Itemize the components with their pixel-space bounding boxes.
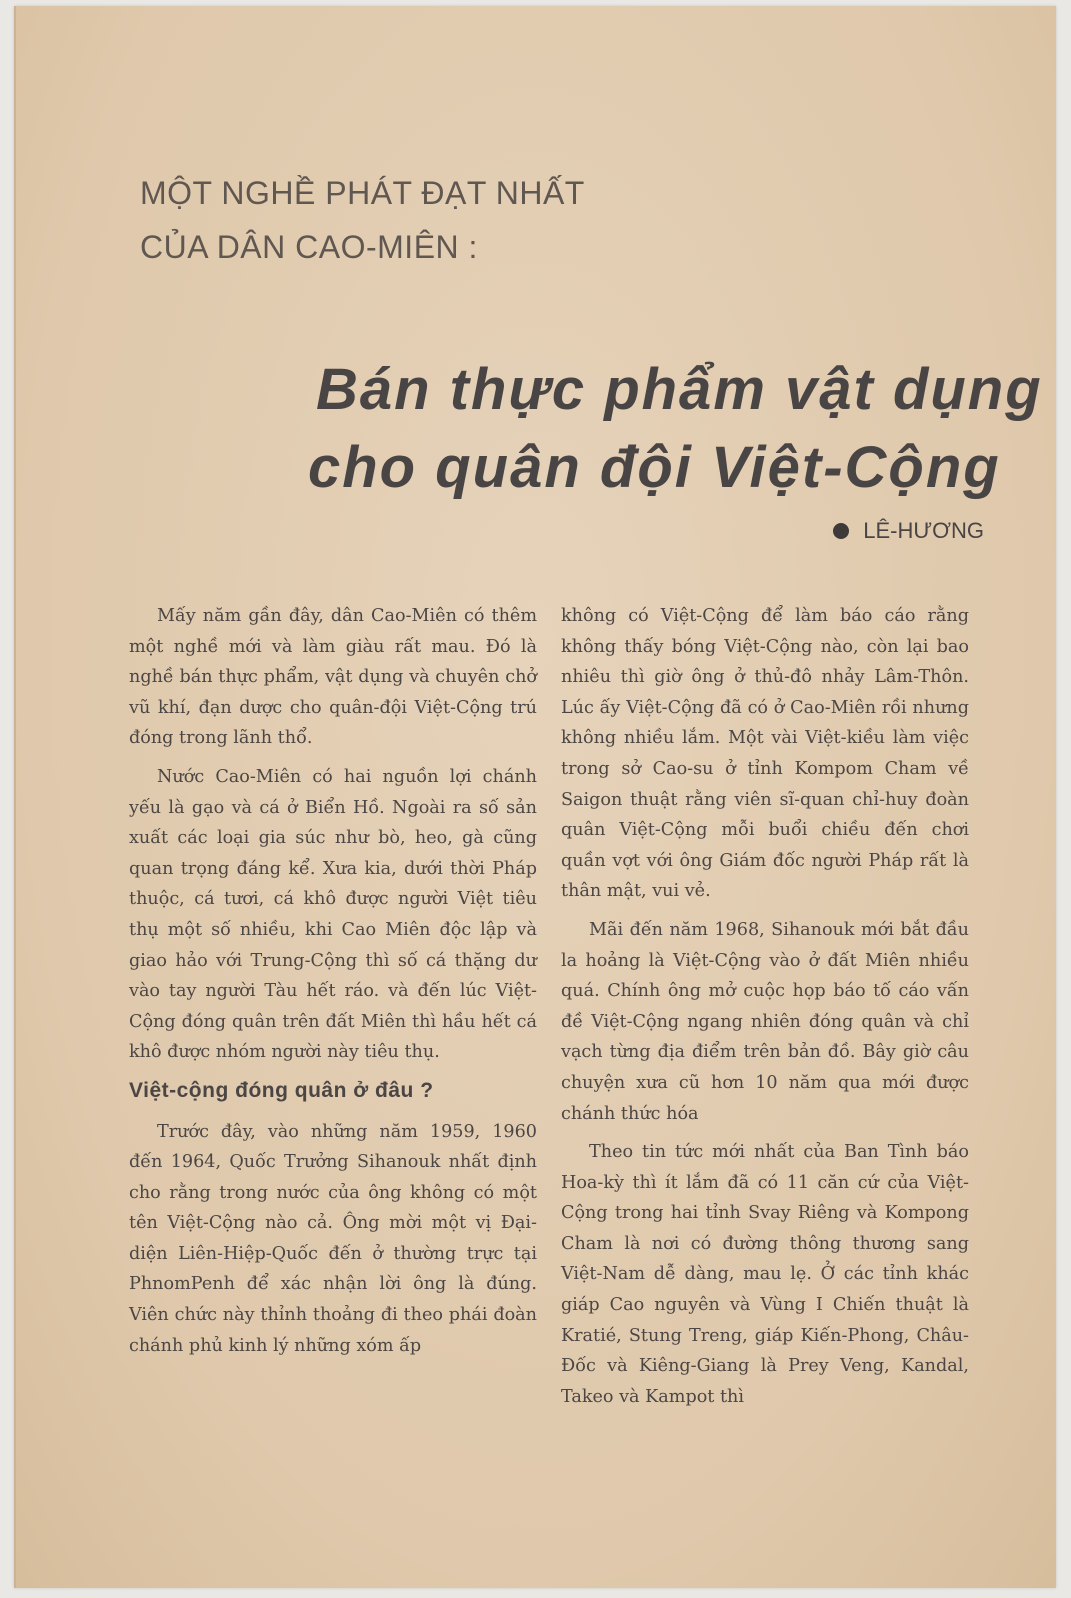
headline-line-2: cho quân đội Việt-Cộng [308, 435, 1001, 500]
section-heading: Việt-cộng đóng quân ở đâu ? [129, 1078, 434, 1102]
paragraph-1: Mấy năm gần đây, dân Cao-Miên có thêm một nghề mới và làm giàu rất mau. Đó là nghề bán thực phẩm, vật dụng và chuyên chở vũ khí, đạn dược cho quân-đội Việt-Cộng trú đóng trong lãnh thổ. [129, 606, 537, 749]
paragraph-3: Trước đây, vào những năm 1959, 1960 đến 1964, Quốc Trưởng Sihanouk nhất định cho rằng trong nước của ông không có một tên Việt-Cộng nào cả. Ông mời một vị Đại-diện Liên-Hiệp-Quốc đến ở thường trực tại PhnomPenh để xác nhận lời ông là đúng. Viên chức này thỉnh thoảng đi theo phái đoàn chánh phủ kinh lý những xóm ấp [129, 1121, 537, 1356]
column-right [561, 601, 969, 1420]
byline [833, 518, 984, 544]
magazine-page [14, 6, 1056, 1588]
kicker-line-2: CỦA DÂN CAO-MIÊN : [140, 229, 478, 265]
paragraph-6: Theo tin tức mới nhất của Ban Tình báo Hoa-kỳ thì ít lắm đã có 11 căn cứ của Việt-Cộng trong hai tỉnh Svay Riêng và Kompong Cham là nơi có đường thông thương sang Việt-Nam dễ dàng, mau lẹ. Ở các tỉnh khác giáp Cao nguyên và Vùng I Chiến thuật là Kratié, Stung Treng, giáp Kiến-Phong, Châu-Đốc và Kiêng-Giang là Prey Veng, Kandal, Takeo và Kampot thì [561, 1142, 969, 1407]
bullet-icon [833, 523, 849, 539]
kicker-line-1: MỘT NGHỀ PHÁT ĐẠT NHẤT [140, 175, 585, 211]
paragraph-5: Mãi đến năm 1968, Sihanouk mới bắt đầu la hoảng là Việt-Cộng vào ở đất Miên nhiều quá. Chính ông mở cuộc họp báo tố cáo vấn đề Việt-Cộng ngang nhiên đóng quân và chỉ vạch từng địa điểm trên bản đồ. Bây giờ câu chuyện xưa cũ hơn 10 năm qua mới được chánh thức hóa [561, 919, 969, 1124]
column-left [129, 601, 537, 1369]
headline-line-1: Bán thực phẩm vật dụng [316, 357, 1043, 422]
paragraph-4: không có Việt-Cộng để làm báo cáo rằng không thấy bóng Việt-Cộng nào, còn lại bao nhiêu thì giờ ông ở thủ-đô nhảy Lâm-Thôn. Lúc ấy Việt-Cộng đã có ở Cao-Miên rồi nhưng không nhiều lắm. Một vài Việt-kiều làm việc trong sở Cao-su ở tỉnh Kompom Cham về Saigon thuật rằng viên sĩ-quan chỉ-huy đoàn quân Việt-Cộng mỗi buổi chiều đến chơi quần vợt với ông Giám đốc người Pháp rất là thân mật, vui vẻ. [561, 606, 969, 902]
paragraph-2: Nước Cao-Miên có hai nguồn lợi chánh yếu là gạo và cá ở Biển Hồ. Ngoài ra số sản xuất các loại gia súc như bò, heo, gà cũng quan trọng đáng kể. Xưa kia, dưới thời Pháp thuộc, cá tươi, cá khô được người Việt tiêu thụ một số nhiều, khi Cao Miên độc lập và giao hảo với Trung-Cộng thì số cá thặng dư vào tay người Tàu hết ráo. và đến lúc Việt-Cộng đóng quân trên đất Miên thì hầu hết cá khô được nhóm người này tiêu thụ. [129, 766, 537, 1063]
article-kicker [140, 166, 585, 274]
author-name: LÊ-HƯƠNG [863, 518, 984, 543]
